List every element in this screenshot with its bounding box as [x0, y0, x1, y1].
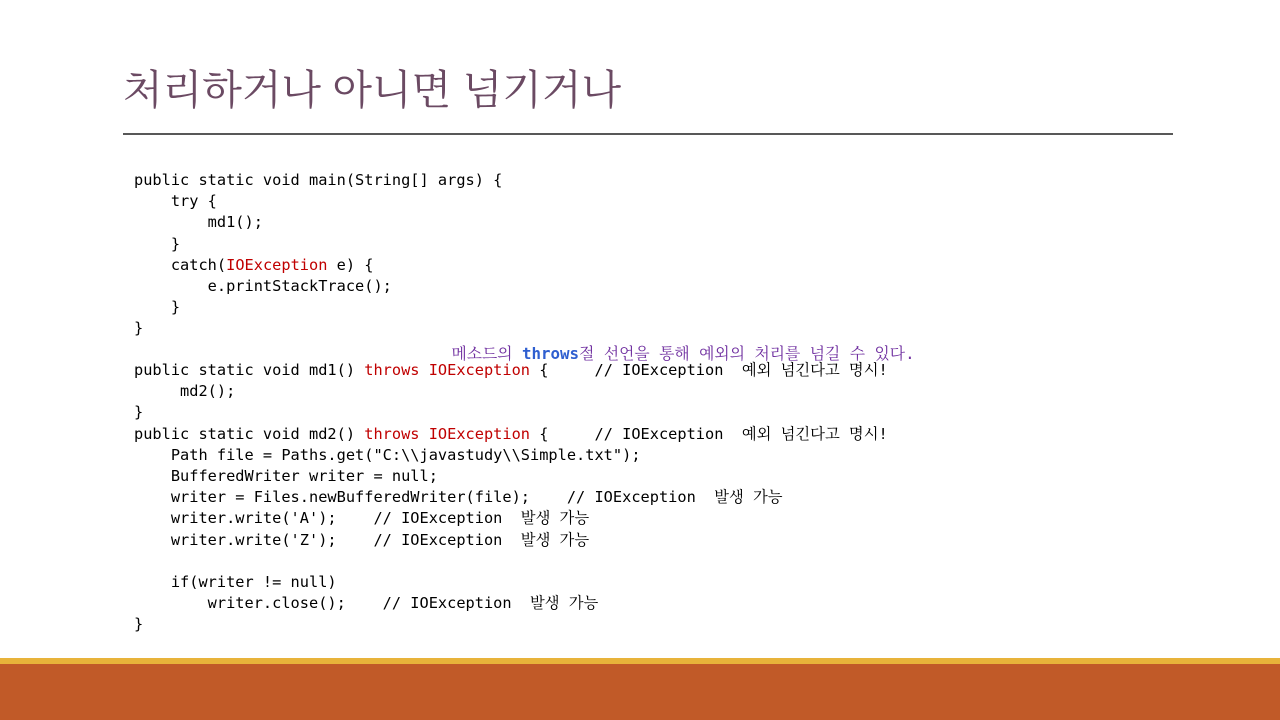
- note-after: 절 선언을 통해 예외의 처리를 넘길 수 있다.: [579, 344, 915, 363]
- code-text: public static void main(String[] args) {: [134, 171, 503, 189]
- code-methods-line: [134, 466, 1234, 487]
- code-methods-line: [134, 424, 1234, 445]
- code-methods-line: [134, 572, 1234, 593]
- code-block-main: [134, 170, 1194, 340]
- code-text: public static void md2(): [134, 424, 365, 443]
- code-main-line: [134, 234, 1194, 255]
- code-text: Path file = Paths.get("C:\\javastudy\\Simple.txt");: [134, 445, 641, 464]
- code-text: }: [134, 234, 181, 253]
- code-methods-line: [134, 445, 1234, 466]
- code-main-line: [134, 170, 1194, 191]
- code-text: catch(: [134, 255, 227, 274]
- code-methods-line: [134, 381, 1234, 402]
- code-text: writer = Files.newBufferedWriter(file); // IOException 발생 가능: [134, 488, 783, 507]
- code-methods-line: [134, 402, 1234, 423]
- code-text: writer.write('Z'); // IOException 발생 가능: [134, 530, 590, 549]
- code-text: md1();: [134, 213, 263, 232]
- code-text: public static void md1(): [134, 361, 365, 379]
- code-text: e.printStackTrace();: [134, 276, 392, 295]
- code-text: writer.close(); // IOException 발생 가능: [134, 594, 599, 613]
- code-keyword: throws IOException: [364, 424, 531, 443]
- code-text: e) {: [327, 255, 374, 274]
- code-methods-line: [134, 551, 1234, 572]
- code-main-line: [134, 191, 1194, 212]
- code-text: if(writer != null): [134, 572, 337, 591]
- code-methods-line: [134, 614, 1234, 635]
- code-text: BufferedWriter writer = null;: [134, 466, 438, 485]
- note-keyword: throws: [522, 344, 580, 363]
- code-main-line: [134, 255, 1194, 276]
- code-keyword: IOException: [226, 255, 328, 274]
- code-main-line: [134, 212, 1194, 233]
- code-text: }: [134, 615, 144, 634]
- code-main-line: [134, 297, 1194, 318]
- code-keyword: throws IOException: [364, 361, 531, 379]
- title-divider: [123, 133, 1173, 135]
- code-text: }: [134, 319, 144, 338]
- page-title: 처리하거나 아니면 넘기거나: [123, 67, 622, 113]
- code-main-line: [134, 276, 1194, 297]
- code-text: { // IOException 예외 넘긴다고 명시!: [530, 361, 888, 379]
- note-before: 메소드의: [451, 344, 522, 363]
- code-block-methods: [134, 360, 1234, 635]
- code-text: md2();: [134, 382, 236, 401]
- code-text: }: [134, 298, 181, 317]
- code-text: try {: [134, 192, 217, 211]
- code-methods-line: [134, 593, 1234, 614]
- footer-bar: [0, 664, 1280, 720]
- code-methods-line: [134, 530, 1234, 551]
- code-methods-line: [134, 487, 1234, 508]
- code-text: { // IOException 예외 넘긴다고 명시!: [530, 424, 888, 443]
- code-text: writer.write('A'); // IOException 발생 가능: [134, 509, 590, 528]
- code-methods-line: [134, 360, 1234, 381]
- code-text: }: [134, 403, 144, 422]
- code-methods-line: [134, 508, 1234, 529]
